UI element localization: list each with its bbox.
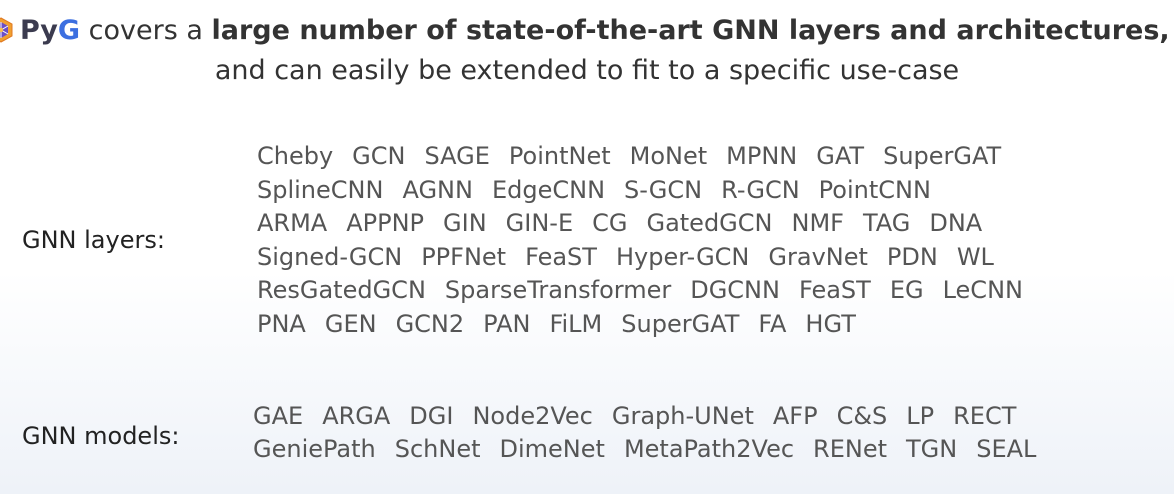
gnn-layer-item: APPNP [346, 209, 425, 237]
gnn-model-item: RENet [813, 435, 888, 463]
gnn-layer-item: SparseTransformer [444, 276, 672, 304]
gnn-model-item: TGN [906, 435, 958, 463]
gnn-layers-list [257, 140, 1042, 341]
gnn-layer-item: SuperGAT [621, 309, 740, 338]
gnn-layer-item: FeaST [525, 242, 597, 271]
brand-suffix: G [57, 15, 81, 46]
gnn-layer-item: DNA [929, 209, 983, 237]
brand-prefix: Py [20, 15, 58, 46]
layers-row [257, 308, 1042, 342]
gnn-layer-item: FiLM [549, 309, 603, 338]
gnn-models-label: GNN models: [22, 422, 180, 450]
gnn-layer-item: FeaST [798, 276, 871, 304]
pyg-logo-icon [0, 17, 14, 52]
gnn-model-item: Graph-UNet [611, 402, 754, 430]
gnn-model-item: DimeNet [499, 435, 605, 463]
gnn-layer-item: SplineCNN [257, 175, 384, 204]
layers-row [257, 140, 1042, 174]
gnn-layer-item: S-GCN [624, 175, 703, 204]
gnn-layer-item: NMF [791, 209, 844, 237]
header-bold-text: large number of state-of-the-art GNN layers and architectures, [211, 15, 1170, 46]
gnn-model-item: LP [906, 402, 935, 430]
gnn-layer-item: TAG [862, 209, 911, 237]
layers-row [257, 274, 1042, 308]
gnn-layer-item: MPNN [726, 142, 798, 170]
gnn-layer-item: ResGatedGCN [257, 276, 426, 304]
gnn-layer-item: Signed-GCN [257, 242, 403, 271]
gnn-model-item: Node2Vec [472, 402, 593, 430]
models-row [253, 433, 1055, 466]
gnn-layer-item: PNA [257, 309, 306, 338]
models-row [253, 400, 1055, 433]
gnn-model-item: RECT [953, 402, 1017, 430]
brand-name [20, 15, 80, 46]
gnn-layer-item: ARMA [257, 209, 328, 237]
gnn-layer-item: GIN-E [505, 209, 574, 237]
gnn-model-item: SchNet [394, 435, 481, 463]
gnn-layer-item: PAN [483, 309, 531, 338]
gnn-layer-item: Hyper-GCN [615, 242, 750, 271]
header-line-2: and can easily be extended to fit to a specific use-case [214, 55, 960, 86]
gnn-layer-item: WL [956, 242, 994, 271]
layers-row [257, 207, 1042, 241]
gnn-layer-item: DGCNN [690, 276, 780, 304]
header-plain-text: covers a [80, 15, 212, 46]
gnn-model-item: GeniePath [253, 435, 376, 463]
gnn-layer-item: GravNet [768, 242, 868, 271]
gnn-models-list [253, 400, 1055, 466]
gnn-model-item: C&S [836, 402, 888, 430]
gnn-layer-item: LeCNN [942, 276, 1023, 304]
gnn-layer-item: PointNet [508, 142, 611, 170]
gnn-layer-item: GCN [352, 142, 406, 170]
gnn-layer-item: PPFNet [421, 242, 507, 271]
gnn-layer-item: GIN [443, 209, 487, 237]
gnn-layer-item: PDN [886, 242, 938, 271]
gnn-layer-item: CG [592, 209, 628, 237]
header-line-1 [0, 14, 1170, 52]
layers-row [257, 241, 1042, 275]
gnn-layer-item: SuperGAT [883, 142, 1002, 170]
gnn-layer-item: GCN2 [395, 309, 465, 338]
gnn-layers-label: GNN layers: [22, 226, 165, 254]
gnn-layer-item: PointCNN [818, 175, 931, 204]
gnn-layer-item: MoNet [629, 142, 708, 170]
gnn-model-item: DGI [409, 402, 454, 430]
gnn-model-item: ARGA [322, 402, 391, 430]
gnn-model-item: SEAL [976, 435, 1037, 463]
gnn-model-item: GAE [253, 402, 304, 430]
gnn-layer-item: GatedGCN [646, 209, 773, 237]
gnn-layer-item: FA [758, 309, 787, 338]
gnn-layer-item: Cheby [257, 142, 334, 170]
gnn-layer-item: R-GCN [721, 175, 800, 204]
gnn-layer-item: SAGE [424, 142, 490, 170]
gnn-model-item: MetaPath2Vec [623, 435, 795, 463]
gnn-model-item: AFP [772, 402, 818, 430]
gnn-layer-item: GAT [816, 142, 865, 170]
gnn-layer-item: GEN [324, 309, 377, 338]
gnn-layer-item: EdgeCNN [491, 175, 606, 204]
gnn-layer-item: HGT [805, 309, 856, 338]
layers-row [257, 174, 1042, 208]
gnn-layer-item: AGNN [402, 175, 473, 204]
gnn-layer-item: EG [889, 276, 924, 304]
